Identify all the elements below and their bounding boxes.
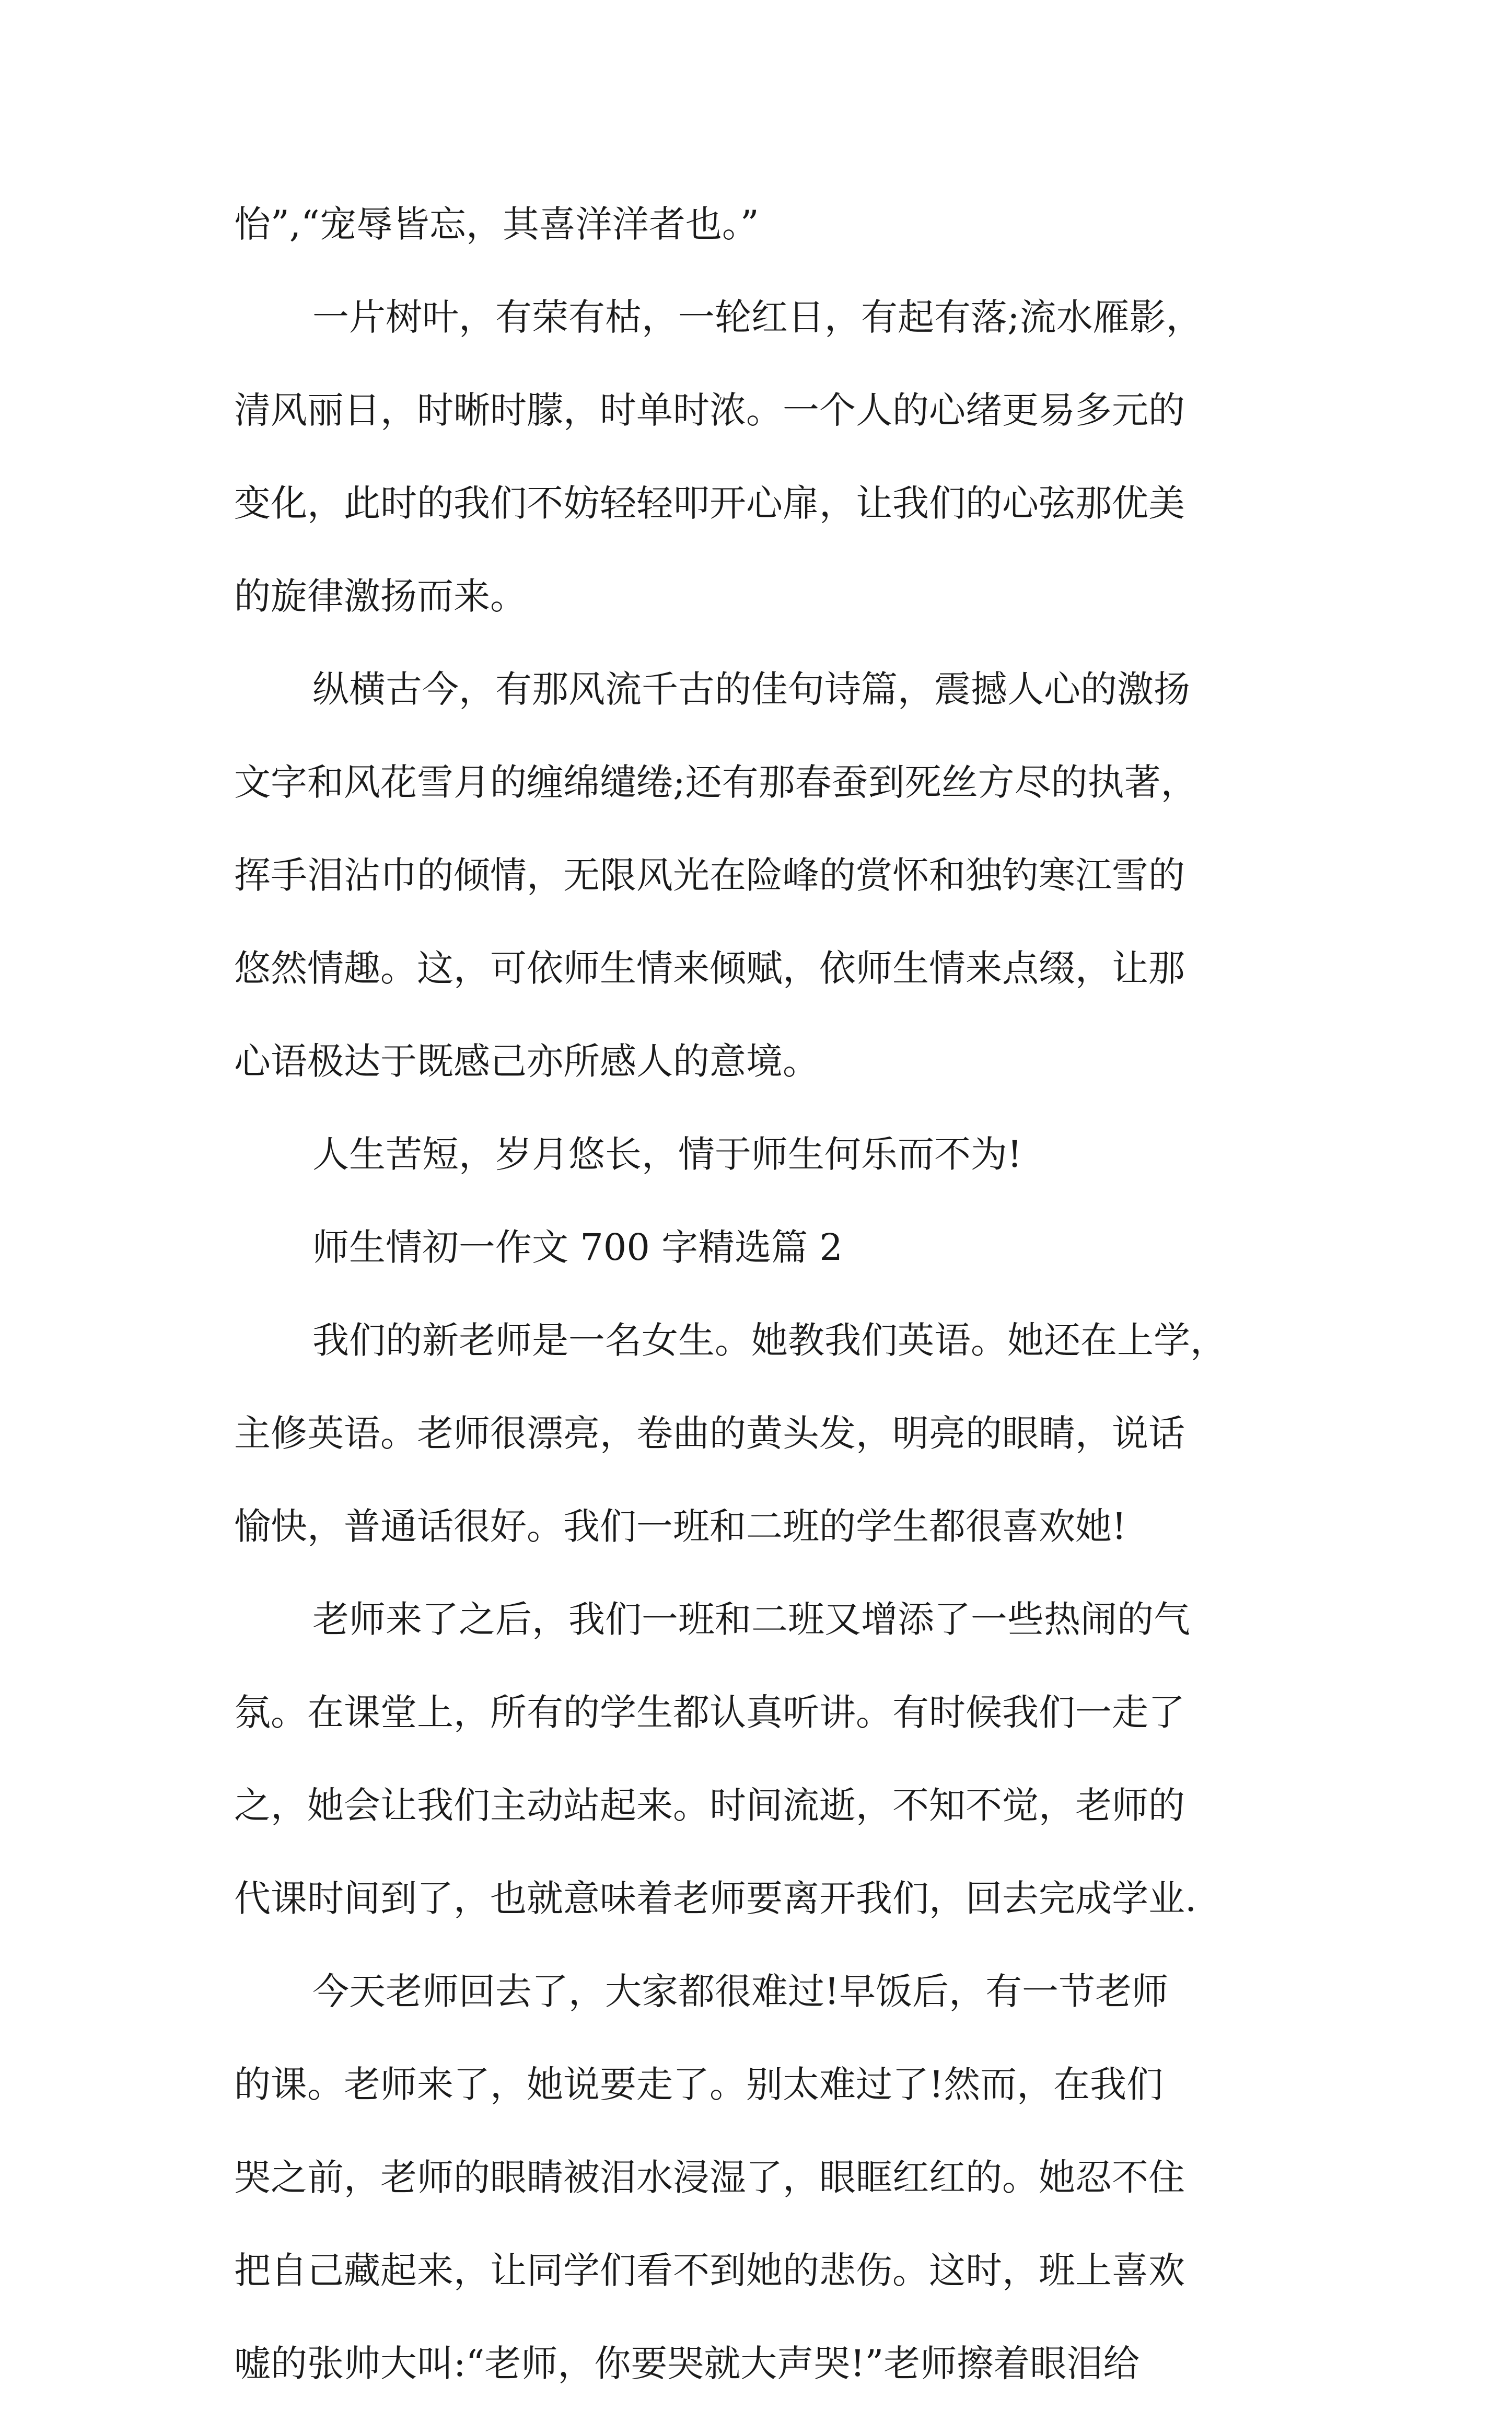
text-line: 清风丽日，时晰时朦，时单时浓。一个人的心绪更易多元的 [234,389,1185,432]
text-line: 把自己藏起来，让同学们看不到她的悲伤。这时，班上喜欢 [234,2249,1185,2292]
text-line: 之，她会让我们主动站起来。时间流逝，不知不觉，老师的 [234,1784,1185,1827]
text-line: 氛。在课堂上，所有的学生都认真听讲。有时候我们一走了 [234,1691,1185,1734]
text-line: 代课时间到了，也就意味着老师要离开我们，回去完成学业. [234,1877,1197,1920]
text-line: 怡”,“宠辱皆忘，其喜洋洋者也。” [234,203,759,246]
text-line: 愉快，普通话很好。我们一班和二班的学生都很喜欢她! [234,1505,1127,1548]
text-line: 人生苦短，岁月悠长，情于师生何乐而不为! [312,1133,1022,1176]
text-line: 挥手泪沾巾的倾情，无限风光在险峰的赏怀和独钓寒江雪的 [234,854,1185,897]
document-body [234,178,1300,2410]
text-line: 纵横古今，有那风流千古的佳句诗篇，震撼人心的激扬 [312,668,1190,711]
text-line: 主修英语。老师很漂亮，卷曲的黄头发，明亮的眼睛，说话 [234,1412,1185,1455]
text-line: 老师来了之后，我们一班和二班又增添了一些热闹的气 [312,1598,1190,1641]
text-line: 文字和风花雪月的缠绵缱绻;还有那春蚕到死丝方尽的执著， [234,761,1197,804]
text-line: 悠然情趣。这，可依师生情来倾赋，依师生情来点缀，让那 [234,947,1185,990]
text-line: 一片树叶，有荣有枯，一轮红日，有起有落;流水雁影， [312,296,1203,339]
text-line: 我们的新老师是一名女生。她教我们英语。她还在上学， [312,1319,1227,1362]
text-line: 的旋律激扬而来。 [234,575,527,618]
text-line: 心语极达于既感己亦所感人的意境。 [234,1040,819,1083]
text-line: 哭之前，老师的眼睛被泪水浸湿了，眼眶红红的。她忍不住 [234,2156,1185,2199]
text-line: 变化，此时的我们不妨轻轻叩开心扉，让我们的心弦那优美 [234,482,1185,525]
text-line: 嘘的张帅大叫:“老师，你要哭就大声哭!”老师擦着眼泪给 [234,2342,1140,2385]
text-line: 师生情初一作文 700 字精选篇 2 [312,1226,843,1269]
text-line: 的课。老师来了，她说要走了。别太难过了!然而，在我们 [234,2063,1164,2106]
text-line: 今天老师回去了，大家都很难过!早饭后，有一节老师 [312,1970,1169,2013]
